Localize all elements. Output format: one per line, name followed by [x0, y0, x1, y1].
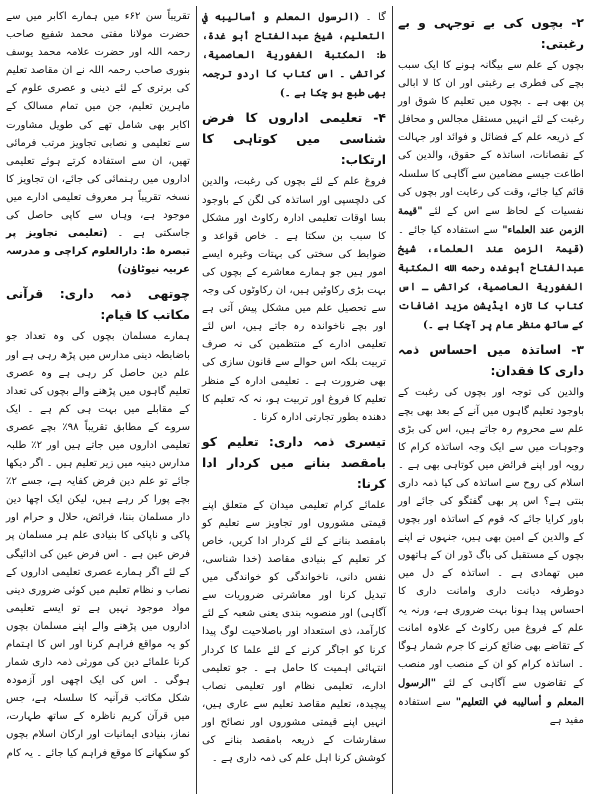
reference-note: (تعلیمی تجاویز پر تبصرہ ط: دارالعلوم کراچی و مدرسہ عربیہ نیوٹاؤن) [6, 228, 190, 276]
paragraph [398, 57, 584, 335]
section-heading: تیسری ذمہ داری: تعلیم کو بامقصد بنانے میں کردار ادا کرنا: [202, 433, 386, 491]
paragraph-text: گا ۔ [365, 12, 386, 23]
section-heading: چوتھی ذمہ داری: قرآنی مکاتب کا قیام: [6, 286, 190, 323]
paragraph-text: بچوں کے علم سے بیگانہ ہونے کا ایک سبب بچے کی فطری بے رغبتی اور ان کا لا ابالی پن بھی ہے ۔ بچوں میں تعلیم کا شوق اور رغبت کے لئے انہیں مستقل مجالس و محافل کے ذریعہ علم کے فضائل و فوائد اور جہالت کے نقصانات، اساتذہ کے حقوق، والدین کی اطاعت جیسے مضامین سے آگاہی کا سلسلہ قائم کیا جائے، وقت کی رعایت اور بچوں کی نفسیات کے لحاظ سے اس کے لئے [398, 60, 584, 217]
paragraph: ہمارے مسلمان بچوں کی وہ تعداد جو باضابطہ دینی مدارس میں پڑھ رہی ہے اور علم دین حاصل کر رہی ہے وہ عصری تعلیم گاہوں میں پڑھنے والے بچوں کی تعداد کے مقابلے میں بہت ہی کم ہے ۔ ایک سروے کے مطابق تقریباً ۹۸٪ بچے عصری تعلیمی اداروں میں جاتے ہیں اور ۲٪ طلبہ مدارس دینیہ میں زیر تعلیم ہیں ۔ اگر دیکھا جائے تو علم دین فرض کفایہ ہے، جسے ۲٪ بچے پورا کر رہے ہیں، لیکن ایک اچھا دین دار مسلمان بننا، فرائض، حلال و حرام اور پاکی و ناپاکی کا بنیادی علم ہر مسلمان پر فرض عین ہے ۔ اس فرض عین کی ادائیگی کے لئے اگر ہمارے عصری تعلیمی اداروں کے نصاب و نظام تعلیم میں کوئی ضروری دینی مواد موجود نہیں ہے تو ایسے تعلیمی اداروں میں پڑھنے والے اپنے مسلمان بچوں کو یہ مواقع فراہم کرنا اور اس کا اہتمام کرنا علمائے دین کی مورثی ذمہ داری شمار ہوگی ۔ اس کی ایک اچھی اور آزمودہ شکل مکاتب قرآنیہ کا سلسلہ ہے، جس میں قرآن کریم ناظرہ کے ساتھ طہارت، نماز، بنیادی ایمانیات اور ارکان اسلام بچوں کو سکھانے کا موقع فراہم کیا جائے ۔ یہ کام [6, 331, 190, 759]
section-heading: ۴- تعلیمی اداروں کا فرض شناسی میں کوتاہی کا ارتکاب: [202, 110, 386, 168]
paragraph: فروغ علم کے لئے بچوں کی رغبت، والدین کی دلچسپی اور اساتذہ کی لگن کے باوجود بسا اوقات تعلیمی ادارہ رکاوٹ اور مشکل کا سبب بن سکتا ہے ۔ خاص قواعد و ضوابط کی سختی کی بہتات وغیرہ ایسے امور ہیں جو ہمارے معاشرے کے بچوں کی بہت بڑی رکاوٹیں ہیں، ان رکاوٹوں کی وجہ سے تحصیل علم میں مشکل پیش آتی ہے اور بچے ناخواندہ رہ جاتے ہیں، اس لئے تعلیمی ادارے کے منتظمین کی نہ صرف تربیت بلکہ اس حوالے سے قانون سازی کی بھی ضرورت ہے ۔ تعلیمی ادارہ کے منظر تعلیم کا فروغ اور تربیت ہو، نہ کہ تعلیم کا دھندہ بطور تجارتی ادارہ کرنا ۔ [202, 176, 386, 423]
paragraph-text: والدین کی توجہ اور بچوں کی رغبت کے باوجود تعلیم گاہوں میں آنے کے بعد بھی بچے علم سے محروم رہ جاتے ہیں، اس کی بڑی وجوہات میں سے ایک وجہ اساتذہ کرام کا رویہ اور اپنے فرائض میں کوتاہی بھی ہے ۔ اسلام کی روح سے اساتذہ کی کیا ذمہ داری بنتی ہے؟ اس پر بھی گفتگو کی جائے اور باور کرایا جائے کہ قوم کے اساتذہ اور بچوں کے والدین کے امین بھی ہیں، جنہوں نے اپنے بچوں کے مستقبل کی باگ ڈور ان کے ہاتھوں میں تھمادی ہے ۔ اساتذہ کے دل میں دوطرفہ دیانت داری وامانت داری کا احساس پیدا ہونا بہت ضروری ہے، ورنہ یہ علم کے فروغ میں رکاوٹ کے علاوہ امانت کے تقاضے بھی ضائع کرنے کا جرم شمار ہوگا ۔ اساتذہ کرام کو ان کے منصب اور منصب کے تقاضوں سے آگاہی کے لئے [398, 387, 584, 689]
paragraph: علمائے کرام تعلیمی میدان کے متعلق اپنے قیمتی مشوروں اور تجاویز سے تعلیم کو بامقصد بنانے کے لئے کردار ادا کریں، خاص کر تعلیم کے بنیادی مقاصد (خدا شناسی، نفس دانی، ناخواندگی کو خواندگی میں تبدیل کرنا اور معاشرتی ضروریات سے آگاہی) اور منصوبہ بندی یعنی شعبہ کے لئے کارآمد، ذی استعداد اور باصلاحیت لوگ پیدا کرنا کو اجاگر کرنے کے لئے علما کا کردار انتہائی اہمیت کا حامل ہے ۔ جو تعلیمی ادارے، تعلیمی نظام اور تعلیمی نصاب پیچیدہ، تعلیم مقاصد تعلیم سے عاری ہیں، انہیں اپنے قیمتی مشوروں اور نصائح اور سفارشات کے ذریعہ بامقصد بنانے کی کوشش کرنا اہل علم کی ذمہ داری ہے ۔ [202, 499, 386, 765]
book-title: "قيمة الزمن عند العلماء" [398, 204, 584, 236]
paragraph [398, 384, 584, 730]
paragraph-text: سے استفادہ کیا جائے ۔ [398, 224, 498, 236]
column-left [0, 0, 196, 800]
column-middle [196, 0, 392, 800]
paragraph-text: تقریباً سن ۶۲ء میں ہمارے اکابر میں سے حضرت مولانا مفتی محمد شفیع صاحب رحمہ اللہ اور حضرت علامہ محمد یوسف بنوری صاحب رحمہ اللہ نے ان مقاصد تعلیم کی برتری کے لئے دینی و عصری علوم کے ماہرین تعلیم، جن میں تمام مسالک کے اکابر بھی شامل تھے کی طویل مشاورت سے تعلیمی و نصابی تجاویز مرتب فرمائی تھیں، ان سے استفادہ کرتے ہوئے تعلیمی اداروں میں رہنمائی کی جائے، ان تجاویز کا نسخہ تقریباً ہر معروف تعلیمی ادارے میں موجود ہے، وہاں سے کاپی حاصل کی جاسکتی ہے ۔ [6, 11, 191, 240]
paragraph-text: سے استفادہ مفید ہے [398, 697, 584, 727]
book-reference: (الرسول المعلم و أساليبه في التعليم، شيخ عبدالفتاح أبو غدة، ط: المكتبة الغفورية العاصمية، كراتشى ۔ اس کتاب کا اردو ترجمہ بھی طبع ہو چکا ہے ۔) [202, 11, 386, 100]
section-heading: ۳- اساتذہ میں احساس ذمہ داری کا فقدان: [398, 342, 584, 379]
paragraph [6, 8, 190, 279]
book-reference: (قیمۃ الزمن عند العلماء، شيخ عبدالفتاح أبوغده رحمه الله المكتبة الغفورية العاصمية، كراتشى ـ اس کتاب کا تازہ ایڈیشن مزید اضافات کے ساتھ منظر عام پر آچکا ہے ۔) [398, 242, 584, 332]
section-heading: ۲- بچوں کی بے توجہی و بے رغبتی: [398, 15, 584, 51]
book-title: "الرسول المعلم و أساليبه في التعليم" [398, 676, 584, 708]
column-right [392, 0, 590, 800]
paragraph [202, 8, 386, 103]
